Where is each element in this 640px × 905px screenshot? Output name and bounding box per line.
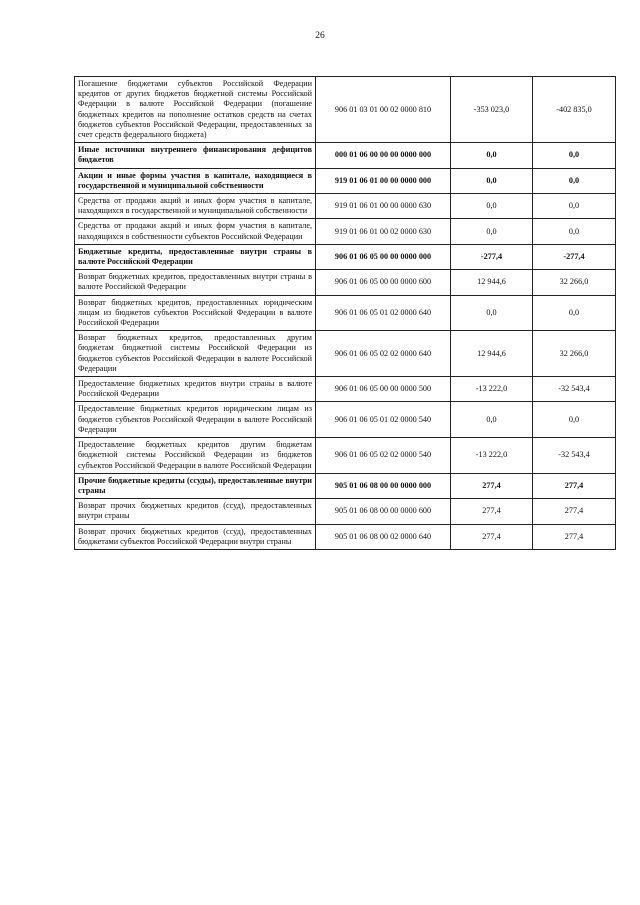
table-row — [75, 524, 616, 549]
table-row — [75, 331, 616, 377]
row-value-1: 0,0 — [451, 143, 533, 168]
row-value-2: 277,4 — [533, 524, 616, 549]
row-value-2: 32 266,0 — [533, 331, 616, 377]
row-value-2: 0,0 — [533, 168, 616, 193]
table-row — [75, 194, 616, 219]
table-row — [75, 402, 616, 438]
row-name: Предоставление бюджетных кредитов внутри страны в валюте Российской Федерации — [75, 377, 316, 402]
table-row — [75, 295, 616, 331]
row-name: Возврат бюджетных кредитов, предоставленных внутри страны в валюте Российской Федерации — [75, 270, 316, 295]
row-code: 906 01 06 05 01 02 0000 640 — [316, 295, 451, 331]
row-name: Бюджетные кредиты, предоставленные внутри страны в валюте Российской Федерации — [75, 244, 316, 269]
row-value-1: -277,4 — [451, 244, 533, 269]
row-code: 906 01 06 05 00 00 0000 600 — [316, 270, 451, 295]
row-code: 906 01 06 05 00 00 0000 000 — [316, 244, 451, 269]
row-value-1: -13 222,0 — [451, 377, 533, 402]
row-code: 919 01 06 01 00 02 0000 630 — [316, 219, 451, 244]
row-name: Акции и иные формы участия в капитале, находящиеся в государственной и муниципальной собственности — [75, 168, 316, 193]
row-name: Средства от продажи акций и иных форм участия в капитале, находящихся в собственности субъектов Российской Федерации — [75, 219, 316, 244]
row-value-1: 12 944,6 — [451, 270, 533, 295]
row-value-1: 0,0 — [451, 219, 533, 244]
table-row — [75, 143, 616, 168]
row-name: Возврат прочих бюджетных кредитов (ссуд), предоставленных внутри страны — [75, 499, 316, 524]
row-value-2: -277,4 — [533, 244, 616, 269]
row-code: 905 01 06 08 00 00 0000 600 — [316, 499, 451, 524]
row-code: 906 01 06 05 00 00 0000 500 — [316, 377, 451, 402]
row-name: Погашение бюджетами субъектов Российской Федерации кредитов от других бюджетов бюджетной системы Российской Федерации в валюте Российской Федерации (погашение бюджетных кредитов на пополнение остатков средств на счетах бюджетов субъектов Российской Федерации, предоставленных за счет средств федерального бюджета) — [75, 77, 316, 143]
row-code: 919 01 06 01 00 00 0000 000 — [316, 168, 451, 193]
table-row — [75, 377, 616, 402]
row-value-2: 277,4 — [533, 473, 616, 498]
row-name: Предоставление бюджетных кредитов юридическим лицам из бюджетов субъектов Российской Федерации в валюте Российской Федерации — [75, 402, 316, 438]
row-value-1: 0,0 — [451, 402, 533, 438]
table-row — [75, 438, 616, 474]
row-value-2: 0,0 — [533, 295, 616, 331]
table-row — [75, 270, 616, 295]
row-value-1: 0,0 — [451, 194, 533, 219]
row-value-1: 277,4 — [451, 473, 533, 498]
row-value-2: 32 266,0 — [533, 270, 616, 295]
row-code: 906 01 03 01 00 02 0000 810 — [316, 77, 451, 143]
row-value-2: 0,0 — [533, 194, 616, 219]
table-row — [75, 77, 616, 143]
row-value-2: -32 543,4 — [533, 438, 616, 474]
row-code: 000 01 06 00 00 00 0000 000 — [316, 143, 451, 168]
row-value-2: 277,4 — [533, 499, 616, 524]
row-value-1: 12 944,6 — [451, 331, 533, 377]
row-value-2: 0,0 — [533, 219, 616, 244]
row-name: Возврат бюджетных кредитов, предоставленных другим бюджетам бюджетной системы Российской Федерации из бюджетов субъектов Российской Федерации в валюте Российской Федерации — [75, 331, 316, 377]
row-code: 906 01 06 05 01 02 0000 540 — [316, 402, 451, 438]
row-code: 919 01 06 01 00 00 0000 630 — [316, 194, 451, 219]
row-name: Иные источники внутреннего финансирования дефицитов бюджетов — [75, 143, 316, 168]
row-value-1: 277,4 — [451, 524, 533, 549]
table-row — [75, 244, 616, 269]
table-row — [75, 219, 616, 244]
row-value-1: -13 222,0 — [451, 438, 533, 474]
table-body — [75, 77, 616, 550]
row-name: Прочие бюджетные кредиты (ссуды), предоставленные внутри страны — [75, 473, 316, 498]
row-code: 906 01 06 05 02 02 0000 540 — [316, 438, 451, 474]
row-name: Возврат прочих бюджетных кредитов (ссуд), предоставленных бюджетами субъектов Российской Федерации внутри страны — [75, 524, 316, 549]
budget-sources-table — [74, 76, 616, 550]
row-value-2: 0,0 — [533, 143, 616, 168]
row-name: Возврат бюджетных кредитов, предоставленных юридическим лицам из бюджетов субъектов Российской Федерации в валюте Российской Федерации — [75, 295, 316, 331]
row-code: 905 01 06 08 00 00 0000 000 — [316, 473, 451, 498]
page-number: 26 — [315, 31, 325, 41]
row-code: 905 01 06 08 00 02 0000 640 — [316, 524, 451, 549]
row-code: 906 01 06 05 02 02 0000 640 — [316, 331, 451, 377]
row-value-2: -32 543,4 — [533, 377, 616, 402]
row-name: Средства от продажи акций и иных форм участия в капитале, находящихся в государственной и муниципальной собственности — [75, 194, 316, 219]
table-row — [75, 168, 616, 193]
row-name: Предоставление бюджетных кредитов другим бюджетам бюджетной системы Российской Федерации из бюджетов субъектов Российской Федерации в валюте Российской Федерации — [75, 438, 316, 474]
row-value-1: -353 023,0 — [451, 77, 533, 143]
table-row — [75, 473, 616, 498]
row-value-1: 277,4 — [451, 499, 533, 524]
row-value-1: 0,0 — [451, 168, 533, 193]
row-value-1: 0,0 — [451, 295, 533, 331]
table-row — [75, 499, 616, 524]
row-value-2: -402 835,0 — [533, 77, 616, 143]
row-value-2: 0,0 — [533, 402, 616, 438]
